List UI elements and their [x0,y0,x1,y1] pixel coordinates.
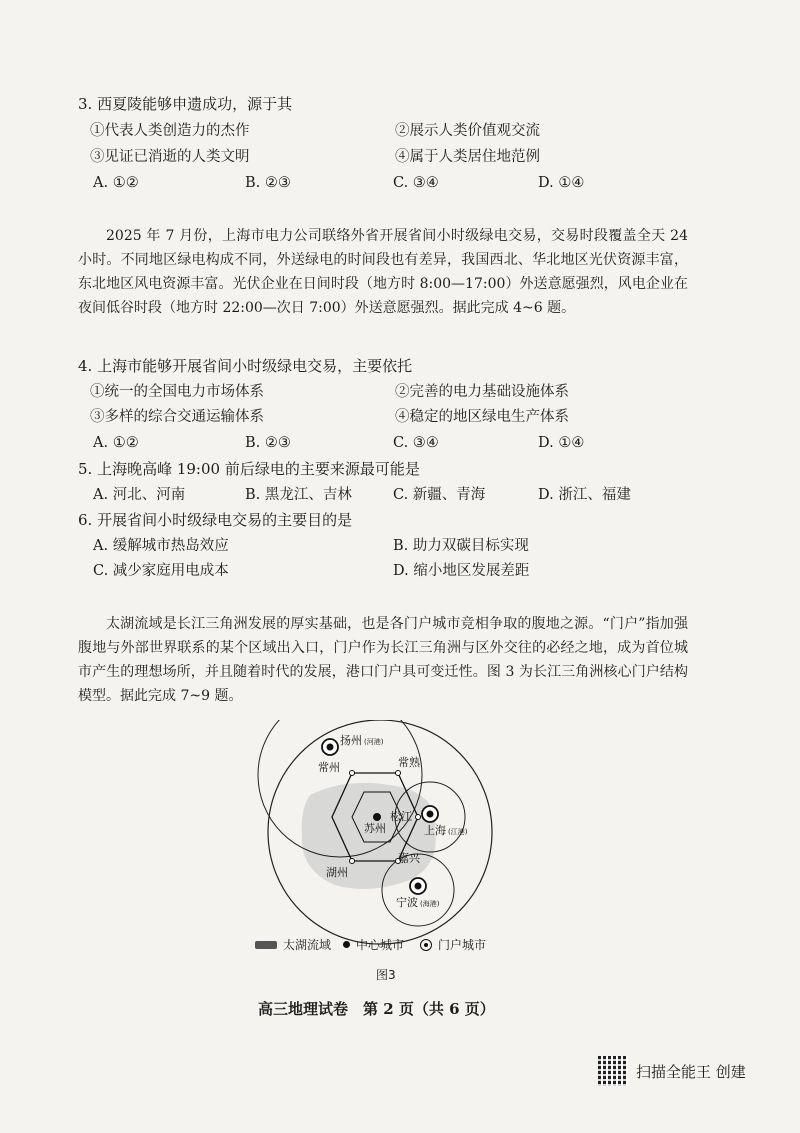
q4-choice-d: D. ①④ [538,435,585,451]
q4-choice-a: A. ①② [93,435,139,451]
taihu-basin-area [302,783,436,889]
scanner-label: 扫描全能王 创建 [636,1062,746,1081]
q4-choice-b: B. ②③ [245,435,291,451]
passage-green-power: 2025 年 7 月份，上海市电力公司联络外省开展省间小时级绿电交易，交易时段覆盖全天 24 小时。不同地区绿电构成不同，外送绿电的时间段也有差异，我国西北、华北地区光伏资源丰富，东北地区风电资源丰富。光伏企业在日间时段（地方时 8:00—17:00）外送意愿强烈，风电企业在夜间低谷时段（地方时 22:00—次日 7:00）外送意愿强烈。据此完成 4~6 题。 [78,228,688,316]
label-ningbo: 宁波 [396,896,418,909]
q3-item-1: ①代表人类创造力的杰作 [90,123,250,139]
legend-basin: 太湖流域 [283,938,332,952]
q5-choice-c: C. 新疆、青海 [393,487,486,503]
q4-item-1: ①统一的全国电力市场体系 [90,384,264,400]
huzhou-node [350,859,355,864]
legend-center: 中心城市 [356,938,405,952]
figure-legend [255,936,486,953]
q4-choice-c: C. ③④ [393,435,439,451]
q5-choice-a: A. 河北、河南 [93,487,186,503]
q3-choice-b: B. ②③ [245,175,291,191]
q3-stem: 3. 西夏陵能够申遗成功，源于其 [78,95,293,113]
q6-choice-a: A. 缓解城市热岛效应 [93,538,229,554]
q3-item-3: ③见证已消逝的人类文明 [90,149,250,165]
label-jiaxing: 嘉兴 [398,852,420,865]
label-songjiang: 松江 [390,810,412,823]
legend-gateway: 门户城市 [438,938,487,952]
passage-gateway: 太湖流域是长江三角洲发展的厚实基础，也是各门户城市竞相争取的腹地之源。“门户”指加强腹地与外部世界联系的某个区域出入口，门户作为长江三角洲与区外交往的必经之地，成为首位城市产生的理想场所，并且随着时代的发展，港口门户具可变迁性。图 3 为长江三角洲核心门户结构模型。据此完成 7~9 题。 [78,616,688,704]
basin-swatch-icon [255,941,277,949]
q3-choice-a: A. ①② [93,175,139,191]
q4-item-4: ④稳定的地区绿电生产体系 [395,409,569,425]
q6-choice-b: B. 助力双碳目标实现 [393,538,529,554]
q5-stem: 5. 上海晚高峰 19:00 前后绿电的主要来源最可能是 [78,460,420,478]
changzhou-node [350,771,355,776]
label-yangzhou: 扬州 [340,734,362,747]
center-dot-icon [343,941,350,948]
gateway-ring-icon [420,939,432,951]
label-ningbo-note: (海港) [420,900,440,908]
label-suzhou: 苏州 [364,822,386,835]
label-changzhou: 常州 [318,761,340,774]
songjiang-node [416,815,421,820]
changshu-node [396,771,401,776]
qr-code-icon [598,1056,628,1086]
q3-item-2: ②展示人类价值观交流 [395,123,540,139]
label-yangzhou-note: (河港) [364,738,384,746]
scanner-watermark [598,1056,746,1086]
q5-choice-b: B. 黑龙江、吉林 [245,487,352,503]
figure-caption: 图3 [376,968,396,982]
suzhou-center-dot [373,813,381,821]
q3-choice-d: D. ①④ [538,175,585,191]
label-changshu: 常熟 [398,756,420,769]
q4-item-3: ③多样的综合交通运输体系 [90,409,264,425]
q6-stem: 6. 开展省间小时级绿电交易的主要目的是 [78,511,353,529]
q4-item-2: ②完善的电力基础设施体系 [395,384,569,400]
q3-choice-c: C. ③④ [393,175,439,191]
q3-item-4: ④属于人类居住地范例 [395,149,540,165]
q5-choice-d: D. 浙江、福建 [538,487,631,503]
page-footer: 高三地理试卷 第 2 页（共 6 页） [258,1000,495,1018]
label-shanghai-note: (江港) [448,828,468,836]
gateway-structure-diagram [240,720,540,950]
label-shanghai: 上海 [424,824,446,837]
q6-choice-c: C. 减少家庭用电成本 [93,563,229,579]
label-huzhou: 湖州 [326,866,348,879]
q6-choice-d: D. 缩小地区发展差距 [393,563,530,579]
q4-stem: 4. 上海市能够开展省间小时级绿电交易，主要依托 [78,357,413,375]
